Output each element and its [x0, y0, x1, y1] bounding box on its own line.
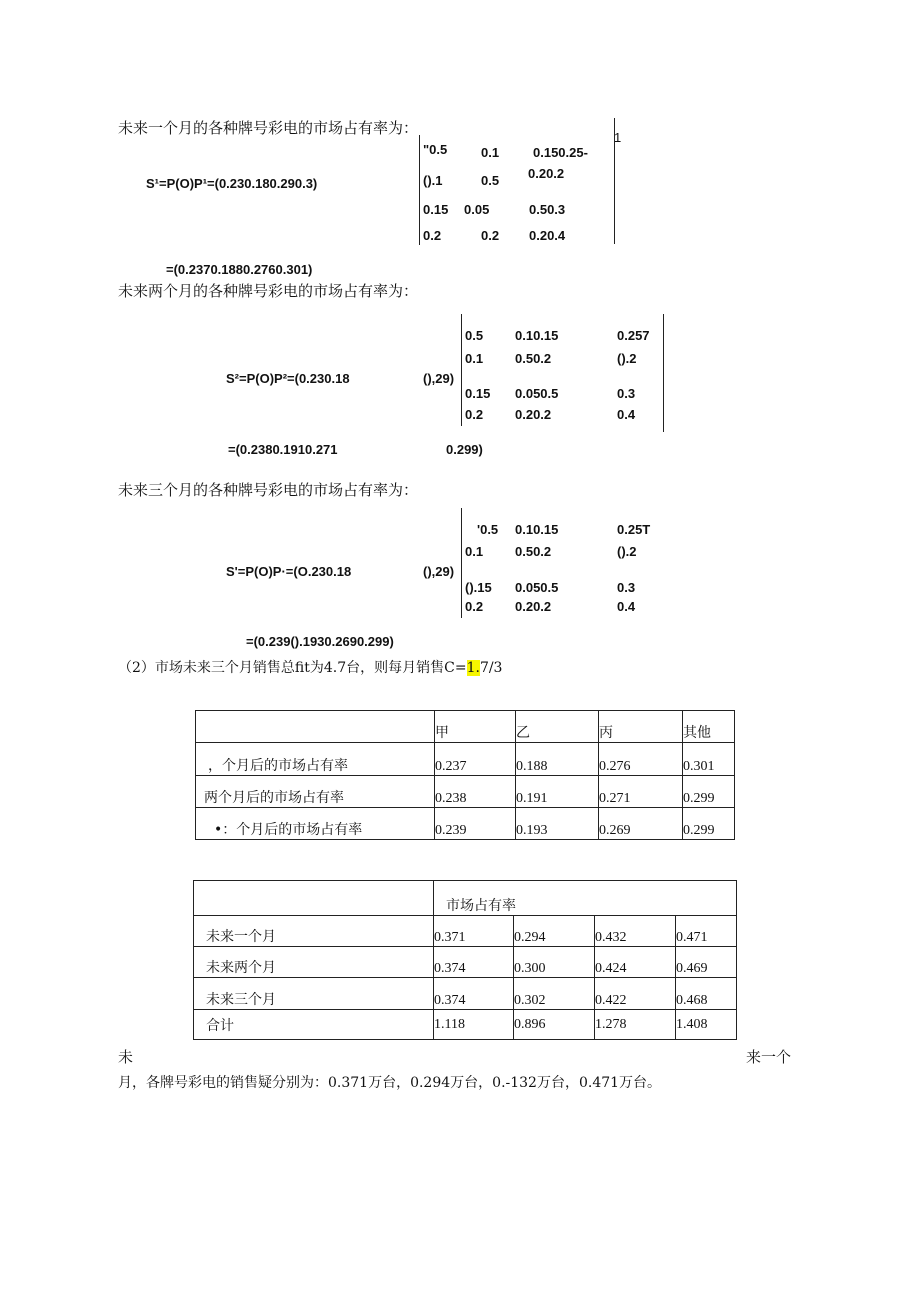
conclusion-right: 来一个: [746, 1048, 792, 1066]
s3-m-3-1: 0.20.2: [515, 599, 552, 614]
table1-row-label: 两个月后的市场占有率: [196, 776, 435, 808]
s1-m-2-1: 0.05: [464, 202, 490, 217]
s1-m-1-0: ().1: [423, 173, 443, 188]
s3-m-3-2: 0.4: [617, 599, 636, 614]
conclusion-line2: 月，各牌号彩电的销售疑分别为：0.371万台，0.294万台，0.-132万台，0.471万台。: [118, 1075, 662, 1091]
s2-matrix-left-bar: [461, 314, 462, 426]
s3-m-1-2: ().2: [617, 544, 637, 559]
table-share-by-brand: [195, 710, 735, 840]
table2-row-label: 未来三个月: [194, 978, 434, 1010]
table-row: [196, 776, 735, 808]
s2-m-1-2: ().2: [617, 351, 637, 366]
table2-cell: 1.118: [434, 1010, 514, 1040]
table1-header-other: 其他: [683, 711, 735, 743]
table2-cell: 0.374: [434, 947, 514, 978]
table2-cell: 0.469: [676, 947, 737, 978]
table2-header-row: [194, 881, 737, 916]
part2-suffix: 7/3: [479, 660, 503, 676]
table-sales-volume: [193, 880, 737, 1040]
s3-result: =(0.239().1930.2690.299): [246, 634, 394, 649]
table2-cell: 0.294: [514, 916, 595, 947]
part2-highlight: 1.: [466, 660, 480, 676]
s3-equation: S'=P(O)P·=(O.230.18: [226, 564, 352, 579]
table1-cell: 0.193: [516, 808, 599, 840]
table2-cell: 0.432: [595, 916, 676, 947]
conclusion-left: 未: [118, 1048, 134, 1066]
table2-cell: 0.422: [595, 978, 676, 1010]
s2-result-b: 0.299): [446, 442, 483, 457]
table1-row-label: •：个月后的市场占有率: [196, 808, 435, 840]
table2-row-label: 未来两个月: [194, 947, 434, 978]
s3-m-2-1: 0.050.5: [515, 580, 559, 595]
s1-m-1-1: 0.5: [481, 173, 500, 188]
s3-m-2-2: 0.3: [617, 580, 636, 595]
s3-m-2-0: ().15: [465, 580, 492, 595]
s1-intro: 未来一个月的各种牌号彩电的市场占有率为：: [118, 119, 419, 137]
table-row: [194, 978, 737, 1010]
s1-m-3-0: 0.2: [423, 228, 442, 243]
table-row: [194, 947, 737, 978]
s1-superscript: 1: [614, 130, 622, 145]
table2-cell: 0.896: [514, 1010, 595, 1040]
s3-m-1-1: 0.50.2: [515, 544, 552, 559]
table-row: [194, 1010, 737, 1040]
s1-matrix-left-bar: [419, 135, 420, 245]
s1-result: =(0.2370.1880.2760.301): [166, 262, 313, 277]
s3-matrix-left-bar: [461, 508, 462, 618]
s1-m-0-1: 0.1: [481, 145, 500, 160]
s2-m-1-1: 0.50.2: [515, 351, 552, 366]
table1-cell: 0.188: [516, 743, 599, 776]
table2-header: 市场占有率: [434, 881, 737, 916]
s2-m-3-0: 0.2: [465, 407, 484, 422]
s3-m-3-0: 0.2: [465, 599, 484, 614]
s1-m-0-0: "0.5: [423, 142, 448, 157]
s2-m-0-2: 0.257: [617, 328, 650, 343]
s2-matrix-right-bar: [663, 314, 664, 432]
s2-m-2-0: 0.15: [465, 386, 491, 401]
s3-m-1-0: 0.1: [465, 544, 484, 559]
table1-cell: 0.191: [516, 776, 599, 808]
table-row: [196, 743, 735, 776]
part2-sentence: [118, 657, 502, 677]
table-row: [196, 808, 735, 840]
table1-header-jia: 甲: [435, 711, 516, 743]
table2-cell: 0.471: [676, 916, 737, 947]
table1-cell: 0.269: [599, 808, 683, 840]
table2-row-label: 合计: [194, 1010, 434, 1040]
table2-cell: 0.300: [514, 947, 595, 978]
table1-cell: 0.301: [683, 743, 735, 776]
table2-cell: 0.374: [434, 978, 514, 1010]
table1-cell: 0.299: [683, 808, 735, 840]
s2-result-a: =(0.2380.1910.271: [228, 442, 338, 457]
s2-m-2-2: 0.3: [617, 386, 636, 401]
table-row: [194, 916, 737, 947]
table1-cell: 0.271: [599, 776, 683, 808]
table1-header-yi: 乙: [516, 711, 599, 743]
table2-header-blank: [194, 881, 434, 916]
s3-m-0-1: 0.10.15: [515, 522, 559, 537]
s1-m-2-2: 0.50.3: [529, 202, 566, 217]
table1-row-label: ，个月后的市场占有率: [196, 743, 435, 776]
s2-equation-tail: (),29): [423, 371, 455, 386]
s1-m-3-2: 0.20.4: [529, 228, 566, 243]
s3-m-0-0: '0.5: [477, 522, 499, 537]
s1-m-3-1: 0.2: [481, 228, 500, 243]
s2-intro: 未来两个月的各种牌号彩电的市场占有率为：: [118, 282, 419, 300]
s2-m-2-1: 0.050.5: [515, 386, 559, 401]
s1-m-0-2: 0.150.25-: [533, 145, 588, 160]
s3-intro: 未来三个月的各种牌号彩电的市场占有率为：: [118, 481, 419, 499]
table2-cell: 1.408: [676, 1010, 737, 1040]
s2-m-3-1: 0.20.2: [515, 407, 552, 422]
table1-cell: 0.239: [435, 808, 516, 840]
table1-cell: 0.276: [599, 743, 683, 776]
table2-cell: 0.424: [595, 947, 676, 978]
table1-header-row: [196, 711, 735, 743]
s3-m-0-2: 0.25T: [617, 522, 651, 537]
part2-prefix: （2）市场未来三个月销售总fit为4.7台，则每月销售C=: [118, 660, 467, 676]
table1-cell: 0.299: [683, 776, 735, 808]
table2-cell: 1.278: [595, 1010, 676, 1040]
s2-m-0-0: 0.5: [465, 328, 484, 343]
s2-m-1-0: 0.1: [465, 351, 484, 366]
s2-m-3-2: 0.4: [617, 407, 636, 422]
s2-m-0-1: 0.10.15: [515, 328, 559, 343]
s3-equation-tail: (),29): [423, 564, 455, 579]
table2-cell: 0.302: [514, 978, 595, 1010]
s1-m-1-2: 0.20.2: [528, 166, 565, 181]
table2-row-label: 未来一个月: [194, 916, 434, 947]
s1-m-2-0: 0.15: [423, 202, 449, 217]
table1-header-bing: 丙: [599, 711, 683, 743]
s2-equation: S²=P(O)P²=(0.230.18: [226, 371, 350, 386]
table2-cell: 0.468: [676, 978, 737, 1010]
s1-equation: S¹=P(O)P¹=(0.230.180.290.3): [146, 176, 318, 191]
table1-cell: 0.238: [435, 776, 516, 808]
table2-cell: 0.371: [434, 916, 514, 947]
table1-header-blank: [196, 711, 435, 743]
table1-cell: 0.237: [435, 743, 516, 776]
